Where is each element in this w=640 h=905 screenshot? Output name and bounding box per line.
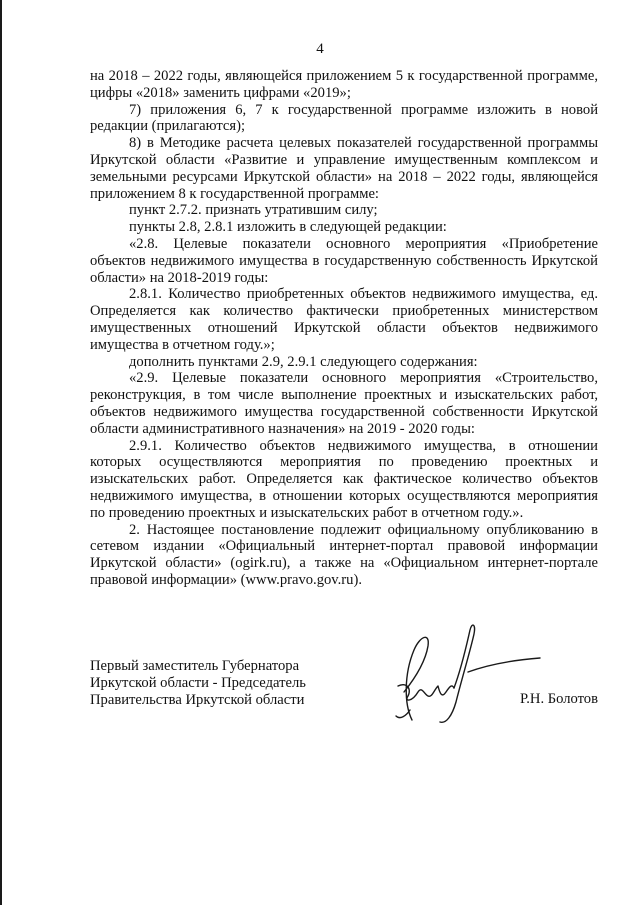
paragraph: 7) приложения 6, 7 к государственной программе изложить в новой редакции (прилагаются); — [90, 101, 598, 135]
paragraph: пункты 2.8, 2.8.1 изложить в следующей редакции: — [129, 219, 447, 236]
paragraph: 2.9.1. Количество объектов недвижимого имущества, в отношении которых осуществляются мероприятия по проведению проектных и изыскательских работ. Определяется как фактическое количество объектов недвижимого имущества, в отношении которых осуществляются мероприятия по проведению проектных и изыскательских работ в отчетном году.». — [90, 437, 598, 521]
signer-title — [90, 658, 306, 708]
paragraph: на 2018 – 2022 годы, являющейся приложением 5 к государственной программе, цифры «2018» заменить цифрами «2019»; — [90, 68, 598, 101]
paragraph: 2. Настоящее постановление подлежит официальному опубликованию в сетевом издании «Официальный интернет-портал правовой информации Иркутской области» (ogirk.ru), а также на «Официальном интернет-портале правовой информации» (www.pravo.gov.ru). — [90, 521, 598, 588]
page-left-edge — [0, 0, 2, 905]
signer-name: Р.Н. Болотов — [519, 691, 598, 707]
paragraph: 2.8.1. Количество приобретенных объектов недвижимого имущества, ед. Определяется как количество фактически приобретенных министерством имущественных отношений Иркутской области объектов недвижимого имущества в отчетном году.»; — [90, 286, 598, 353]
paragraph: «2.8. Целевые показатели основного мероприятия «Приобретение объектов недвижимого имущества в государственную собственность Иркутской области» на 2018-2019 годы: — [90, 235, 598, 286]
paragraph: дополнить пунктами 2.9, 2.9.1 следующего содержания: — [129, 353, 478, 370]
signer-title-line: Правительства Иркутской области — [90, 691, 305, 708]
handwritten-signature — [300, 612, 550, 732]
paragraph: «2.9. Целевые показатели основного мероприятия «Строительство, реконструкция, в том числе выполнение проектных и изыскательских работ, объектов недвижимого имущества государственной собственности Иркутской области административного назначения» на 2019 - 2020 годы: — [90, 370, 598, 437]
signer-title-line: Иркутской области - Председатель — [90, 674, 306, 691]
page-number: 4 — [316, 41, 324, 57]
paragraph: пункт 2.7.2. признать утратившим силу; — [129, 202, 378, 219]
document-body — [90, 68, 598, 589]
paragraph: 8) в Методике расчета целевых показателей государственной программы Иркутской области «Развитие и управление имущественным комплексом и земельными ресурсами Иркутской области» на 2018 – 2022 годы, являющейся приложением 8 к государственной программе: — [90, 135, 598, 202]
signer-title-line: Первый заместитель Губернатора — [90, 658, 300, 674]
